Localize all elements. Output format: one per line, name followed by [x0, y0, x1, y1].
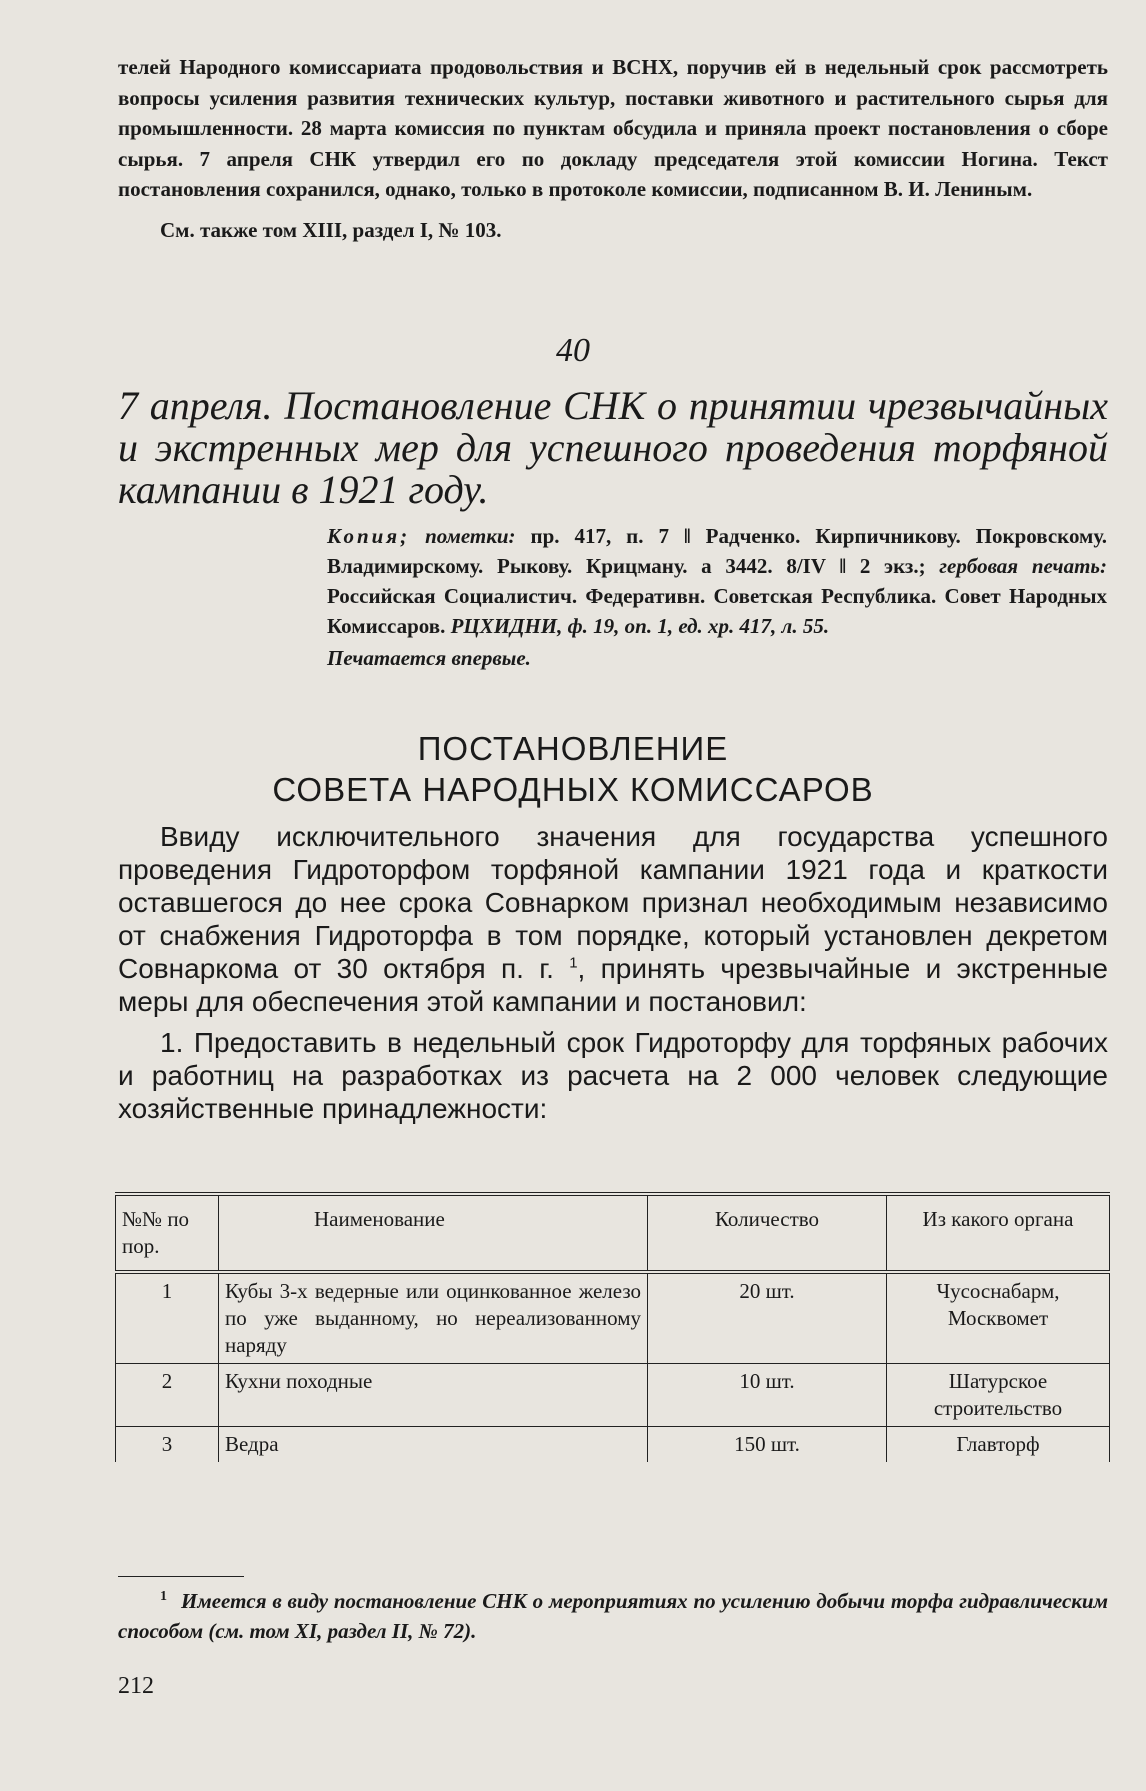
cell-name: Кубы 3-х ведерные или оцинкованное железо по уже выданному, но нереализованному наряду [219, 1272, 648, 1364]
published-text: Печатается впервые. [327, 646, 531, 670]
cell-organ: Чусоснабарм, Москвомет [887, 1272, 1110, 1364]
published-note [327, 643, 1107, 673]
cell-number: 1 [116, 1272, 219, 1364]
header-organ: Из какого органа [887, 1194, 1110, 1272]
intro-paragraph: телей Народного комиссариата продовольствия и ВСНХ, поручив ей в недельный срок рассмотреть вопросы усиления развития технических культур, поставки животного и растительного сырья для промышленности. 28 марта комиссия по пунктам обсудила и приняла проект постановления о сборе сырья. 7 апреля СНК утвердил его по докладу председателя этой комиссии Ногина. Текст постановления сохранился, однако, только в протоколе комиссии, подписанном В. И. Лениным. [118, 55, 1108, 201]
table-header-row [116, 1194, 1110, 1272]
cell-name: Ведра [219, 1427, 648, 1463]
cell-number: 3 [116, 1427, 219, 1463]
table-row [116, 1427, 1110, 1463]
marks-text: пр. 417, п. 7 ‖ Радченко. Кирпичникову. Покровскому. Владимирскому. Рыкову. Крицману. а 3442. 8/IV ‖ 2 экз.; [327, 524, 1108, 578]
cell-number: 2 [116, 1364, 219, 1427]
cell-quantity: 150 шт. [648, 1427, 887, 1463]
heading-line-1: ПОСТАНОВЛЕНИЕ [417, 730, 729, 767]
copy-label: Копия; [327, 524, 411, 548]
cell-name: Кухни походные [219, 1364, 648, 1427]
page-number: 212 [118, 1673, 154, 1699]
body-paragraph-1 [118, 820, 1108, 1018]
document-number: 40 [556, 332, 590, 369]
resolution-body [118, 820, 1108, 1125]
table-row [116, 1272, 1110, 1364]
body-p1-text: Ввиду исключительного значения для государства успешного проведения Гидроторфом торфяной кампании 1921 года и краткости оставшегося до нее срока Совнарком признал необходимым независимо от снабжения Гидроторфа в том порядке, который установлен декретом Совнаркома от 30 октября п. г. [118, 821, 1108, 984]
seal-label: гербовая печать: [939, 554, 1107, 578]
source-note [327, 521, 1107, 673]
footnote [118, 1586, 1108, 1646]
cell-organ: Шатурское строительство [887, 1364, 1110, 1427]
marks-label: пометки: [425, 524, 516, 548]
heading-line-2: СОВЕТА НАРОДНЫХ КОМИССАРОВ [272, 771, 874, 808]
cell-quantity: 10 шт. [648, 1364, 887, 1427]
table-row [116, 1364, 1110, 1427]
cell-organ: Главторф [887, 1427, 1110, 1463]
seal-text: Российская Социалистич. Федеративн. Советская Республика. Совет Народных Комиссаров. [327, 584, 1107, 638]
header-name: Наименование [219, 1194, 648, 1272]
header-number: №№ по пор. [116, 1194, 219, 1272]
supplies-table [115, 1192, 1110, 1462]
cell-quantity: 20 шт. [648, 1272, 887, 1364]
intro-text [118, 52, 1108, 245]
resolution-heading [0, 728, 1146, 810]
footnote-divider [118, 1576, 244, 1577]
footnote-marker: 1 [160, 1589, 167, 1604]
footnote-text: Имеется в виду постановление СНК о мероприятиях по усилению добычи торфа гидравлическим способом (см. том XI, раздел II, № 72). [118, 1589, 1108, 1643]
body-paragraph-2: 1. Предоставить в недельный срок Гидроторфу для торфяных рабочих и работниц на разработках из расчета на 2 000 человек следующие хозяйственные принадлежности: [118, 1027, 1108, 1124]
archive-reference: РЦХИДНИ, ф. 19, оп. 1, ед. хр. 417, л. 55. [450, 614, 830, 638]
see-also-reference: См. также том XIII, раздел I, № 103. [160, 217, 502, 242]
body-p1-continued: , принять чрезвычайные и экстренные меры для обеспечения этой кампании и постановил: [118, 953, 1109, 1017]
header-quantity: Количество [648, 1194, 887, 1272]
footnote-marker-ref[interactable]: 1 [569, 954, 578, 972]
document-title: 7 апреля. Постановление СНК о принятии чрезвычайных и экстренных мер для успешного проведения торфяной кампании в 1921 году. [118, 383, 1108, 512]
source-description [327, 521, 1107, 641]
